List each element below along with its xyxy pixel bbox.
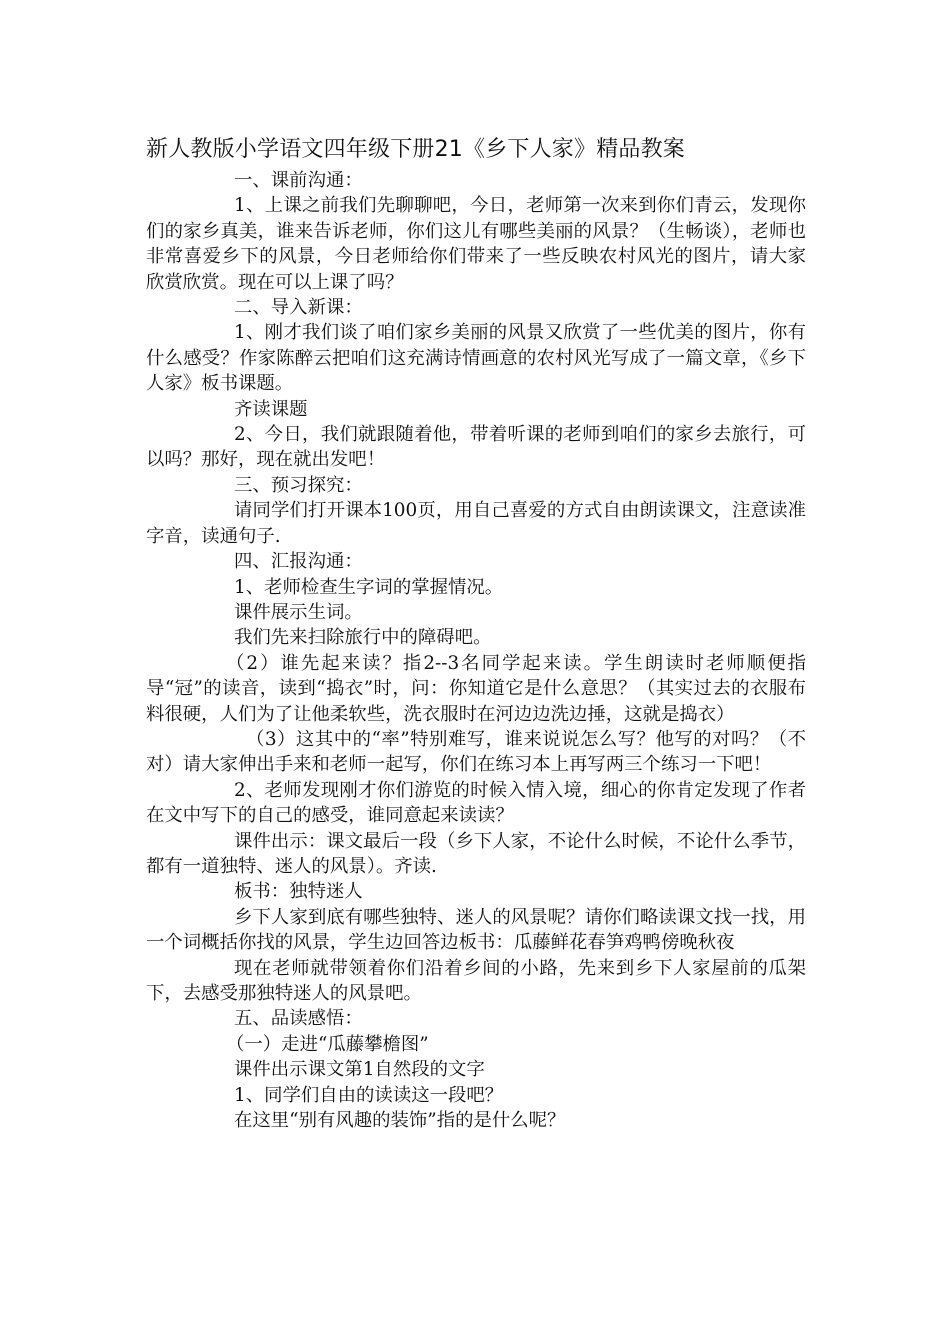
section-heading-4: 四、汇报沟通： xyxy=(234,551,363,573)
paragraph: （3）这其中的“率”特别难写，谁来说说怎么写？他写的对吗？（不对）请大家伸出手来和老师一起写，你们在练习本上再写两三个练习一下吧！ xyxy=(146,728,806,776)
paragraph: 课件展示生词。 xyxy=(234,601,363,623)
section-heading-3: 三、预习探究： xyxy=(234,474,363,496)
section-heading-1: 一、课前沟通： xyxy=(234,170,363,191)
paragraph: 1、上课之前我们先聊聊吧，今日，老师第一次来到你们青云，发现你们的家乡真美，谁来告诉老师，你们这儿有哪些美丽的风景？（生畅谈），老师也非常喜爱乡下的风景，今日老师给你们带来了一些反映农村风光的图片，请大家欣赏欣赏。现在可以上课了吗？ xyxy=(146,195,806,293)
paragraph: 2、老师发现刚才你们游览的时候入情入境，细心的你肯定发现了作者在文中写下的自己的感受，谁同意起来读读？ xyxy=(146,779,806,827)
section-heading-5: 五、品读感悟： xyxy=(234,1008,363,1030)
paragraph: 现在老师就带领着你们沿着乡间的小路，先来到乡下人家屋前的瓜架下，去感受那独特迷人的风景吧。 xyxy=(146,957,806,1004)
paragraph: 2、今日，我们就跟随着他，带着听课的老师到咱们的家乡去旅行，可以吗？那好，现在就出发吧！ xyxy=(146,424,806,471)
paragraph: （2）谁先起来读？指2--3名同学起来读。学生朗读时老师顺便指导“冠”的读音，读到“捣衣”时，问：你知道它是什么意思？（其实过去的衣服布料很硬，人们为了让他柔软些，洗衣服时在河边边洗边捶，这就是捣衣） xyxy=(146,652,806,725)
document-page xyxy=(146,134,806,1133)
paragraph: 课件出示：课文最后一段（乡下人家，不论什么时候，不论什么季节，都有一道独特、迷人的风景）。齐读. xyxy=(146,830,806,877)
paragraph: 请同学们打开课本100页，用自己喜爱的方式自由朗读课文，注意读准字音，读通句子. xyxy=(146,500,806,547)
paragraph: 板书：独特迷人 xyxy=(234,881,363,903)
paragraph: 齐读课题 xyxy=(234,398,308,420)
paragraph: 在这里“别有风趣的装饰”指的是什么呢？ xyxy=(234,1110,566,1132)
document-title: 新人教版小学语文四年级下册21《乡下人家》精品教案 xyxy=(146,137,685,162)
paragraph: 1、老师检查生字词的掌握情况。 xyxy=(234,576,504,598)
section-heading-2: 二、导入新课： xyxy=(234,297,363,319)
subsection-heading: （一）走进“瓜藤攀檐图” xyxy=(226,1033,429,1055)
paragraph: 1、同学们自由的读读这一段吧？ xyxy=(234,1084,504,1106)
paragraph: 课件出示课文第1自然段的文字 xyxy=(234,1059,485,1081)
paragraph: 我们先来扫除旅行中的障碍吧。 xyxy=(234,627,492,649)
paragraph: 乡下人家到底有哪些独特、迷人的风景呢？请你们略读课文找一找，用一个词概括你找的风景，学生边回答边板书：瓜藤鲜花春笋鸡鸭傍晚秋夜 xyxy=(146,906,806,954)
paragraph: 1、刚才我们谈了咱们家乡美丽的风景又欣赏了一些优美的图片，你有什么感受？作家陈醉云把咱们这充满诗情画意的农村风光写成了一篇文章，《乡下人家》板书课题。 xyxy=(146,322,806,395)
